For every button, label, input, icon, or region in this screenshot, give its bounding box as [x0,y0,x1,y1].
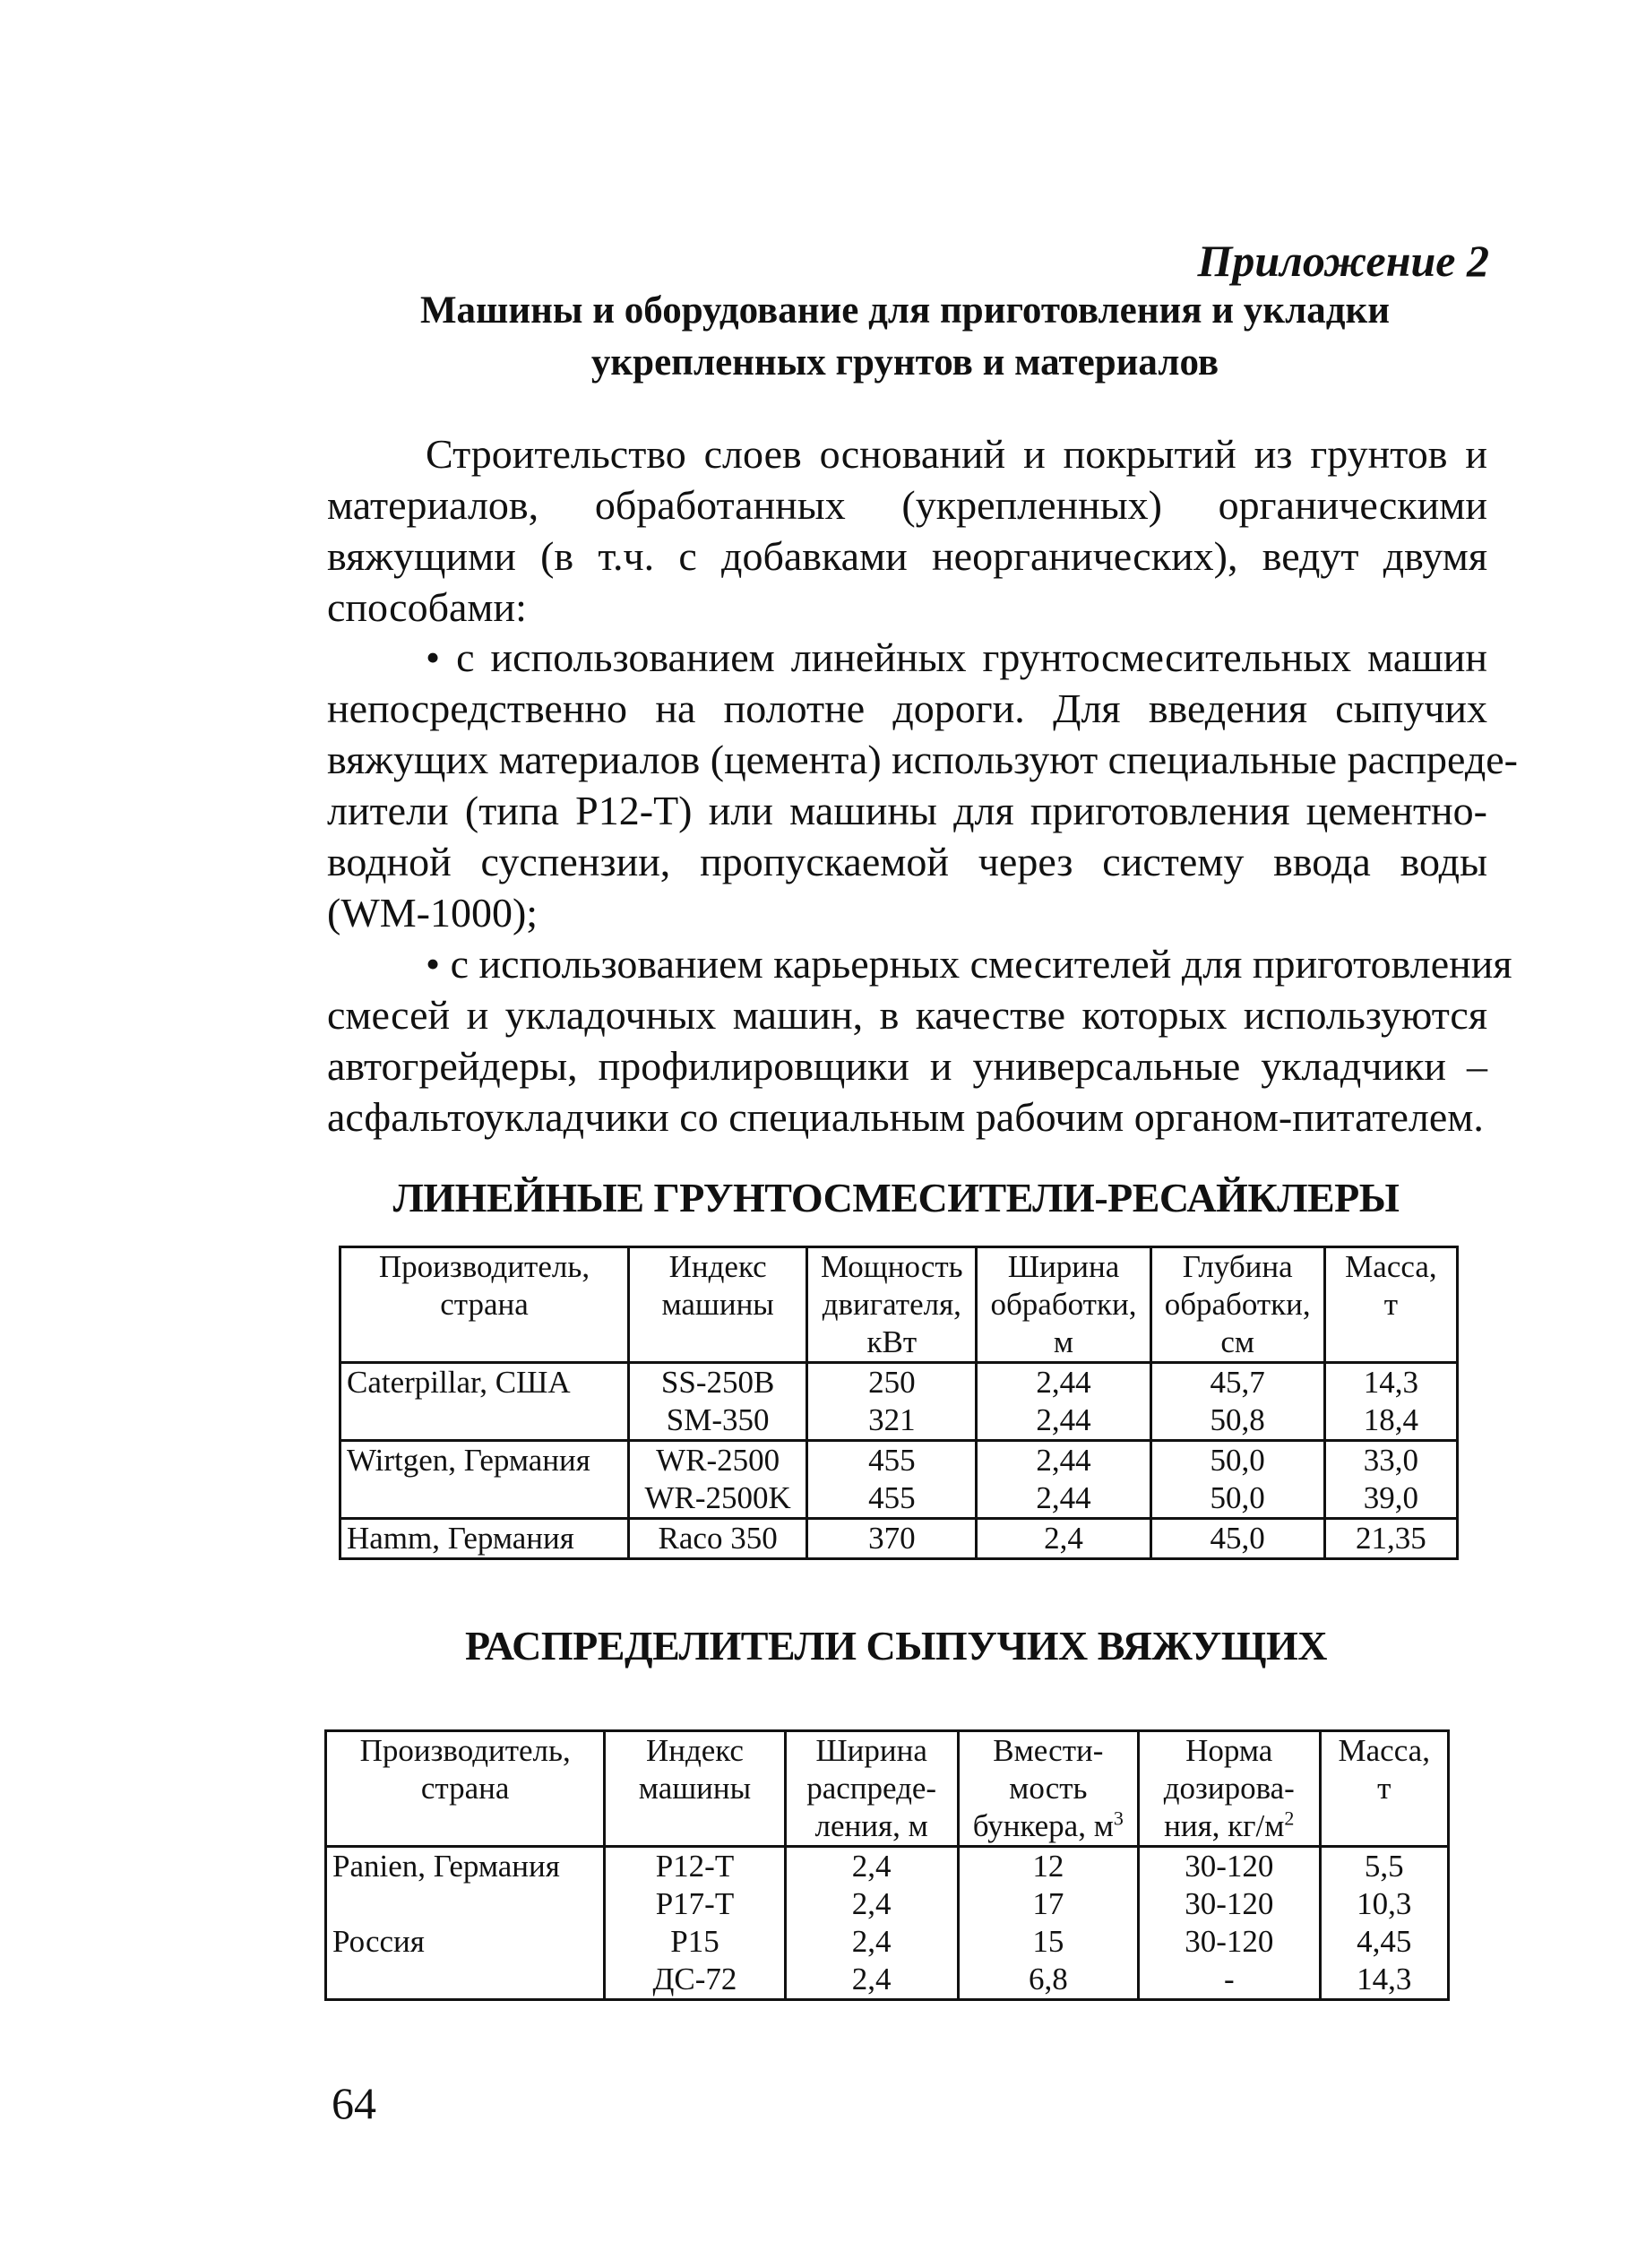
text-line: асфальтоукладчики со специальным рабочим органом-питателем. [327,1094,1484,1140]
header-manufacturer: Производитель, страна [326,1731,605,1847]
table1-title: ЛИНЕЙНЫЕ ГРУНТОСМЕСИТЕЛИ-РЕСАЙКЛЕРЫ [392,1175,1400,1220]
recycler-table [339,1246,1459,1560]
table-row [340,1363,1458,1402]
table-row [326,1961,1449,2000]
header-dosing-rate: Норма дозирова- ния, $кг/м^2$ [1139,1731,1321,1847]
cell-dosing-rate: 30-120 [1139,1847,1321,1886]
table-row [340,1441,1458,1480]
cell-depth: 50,0 [1150,1479,1324,1519]
text-line: вяжущих материалов (цемента) используют специальные распреде- [327,737,1518,782]
cell-power: 250 [807,1363,977,1402]
cell-depth: 45,0 [1150,1519,1324,1559]
text-line: материалов, обработанных (укрепленных) органическими [327,482,1487,528]
cell-hopper-capacity: 12 [958,1847,1138,1886]
cell-width: 2,44 [977,1479,1150,1519]
page-number: 64 [332,2078,376,2128]
cell-manufacturer: Wirtgen, Германия [340,1441,629,1480]
page-title-line-2: укрепленных грунтов и материалов [590,341,1219,384]
bullet-paragraph-1 [327,632,1518,938]
text-line: • с использованием карьерных смесителей для приготовления [426,941,1512,987]
cell-manufacturer [326,1885,605,1923]
cell-manufacturer [340,1479,629,1519]
cell-manufacturer: Panien, Германия [326,1847,605,1886]
cell-mass: 14,3 [1320,1961,1448,2000]
cell-power: 321 [807,1401,977,1441]
cell-manufacturer: Россия [326,1923,605,1961]
header-power: Мощность двигателя, кВт [807,1247,977,1363]
text-line: (WM-1000); [327,890,538,936]
page-title-line-1: Машины и оборудование для приготовления и укладки [419,289,1391,332]
cell-manufacturer: Hamm, Германия [340,1519,629,1559]
header-spread-width: Ширина распреде- ления, м [785,1731,958,1847]
table-header-row [326,1731,1449,1847]
cell-model: SS-250B [628,1363,806,1402]
cell-model: Р17-Т [605,1885,785,1923]
table-row [326,1923,1449,1961]
cell-mass: 10,3 [1320,1885,1448,1923]
cell-model: SM-350 [628,1401,806,1441]
cell-dosing-rate: 30-120 [1139,1923,1321,1961]
intro-paragraph [327,428,1487,633]
text-line: Строительство слоев оснований и покрытий из грунтов и [426,431,1487,477]
text-line: непосредственно на полотне дороги. Для введения сыпучих [327,686,1487,731]
cell-width: 2,44 [977,1363,1150,1402]
cell-model: Р15 [605,1923,785,1961]
cell-hopper-capacity: 15 [958,1923,1138,1961]
cell-spread-width: 2,4 [785,1885,958,1923]
table-row [340,1401,1458,1441]
cell-hopper-capacity: 17 [958,1885,1138,1923]
cell-dosing-rate: - [1139,1961,1321,2000]
cell-depth: 45,7 [1150,1363,1324,1402]
cell-mass: 39,0 [1324,1479,1457,1519]
cell-power: 455 [807,1479,977,1519]
cell-mass: 18,4 [1324,1401,1457,1441]
cell-model: Raco 350 [628,1519,806,1559]
cell-power: 455 [807,1441,977,1480]
cell-spread-width: 2,4 [785,1923,958,1961]
header-mass: Масса, т [1320,1731,1448,1847]
text-line: способами: [327,584,527,630]
cell-power: 370 [807,1519,977,1559]
cell-spread-width: 2,4 [785,1847,958,1886]
cell-width: 2,44 [977,1401,1150,1441]
cell-hopper-capacity: 6,8 [958,1961,1138,2000]
cell-mass: 21,35 [1324,1519,1457,1559]
text-line: смесей и укладочных машин, в качестве которых используются [327,992,1487,1038]
text-line: водной суспензии, пропускаемой через систему ввода воды [327,839,1487,884]
text-line: автогрейдеры, профилировщики и универсальные укладчики – [327,1043,1487,1089]
header-model: Индекс машины [605,1731,785,1847]
cell-manufacturer [340,1401,629,1441]
cell-manufacturer: Caterpillar, США [340,1363,629,1402]
cell-width: 2,44 [977,1441,1150,1480]
cell-depth: 50,8 [1150,1401,1324,1441]
cell-depth: 50,0 [1150,1441,1324,1480]
cell-model: ДС-72 [605,1961,785,2000]
cell-model: Р12-Т [605,1847,785,1886]
cell-mass: 14,3 [1324,1363,1457,1402]
table-row [326,1847,1449,1886]
header-depth: Глубина обработки, см [1150,1247,1324,1363]
cell-dosing-rate: 30-120 [1139,1885,1321,1923]
appendix-label: Приложение 2 [1197,236,1489,286]
cell-mass: 5,5 [1320,1847,1448,1886]
cell-width: 2,4 [977,1519,1150,1559]
header-width: Ширина обработки, м [977,1247,1150,1363]
header-model: Индекс машины [628,1247,806,1363]
cell-mass: 4,45 [1320,1923,1448,1961]
table-row [326,1885,1449,1923]
table-header-row [340,1247,1458,1363]
header-manufacturer: Производитель, страна [340,1247,629,1363]
text-line: • с использованием линейных грунтосмесительных машин [426,634,1487,680]
cell-spread-width: 2,4 [785,1961,958,2000]
text-line: вяжущими (в т.ч. с добавками неорганических), ведут двумя [327,533,1487,579]
cell-model: WR-2500K [628,1479,806,1519]
text-line: лители (типа Р12-Т) или машины для приготовления цементно- [327,788,1487,833]
bullet-paragraph-2 [327,938,1512,1143]
table-row [340,1479,1458,1519]
header-hopper-capacity: Вмести- мость бункера, $м^3$ [958,1731,1138,1847]
cell-mass: 33,0 [1324,1441,1457,1480]
binder-spreader-table [324,1729,1450,2001]
cell-model: WR-2500 [628,1441,806,1480]
table2-title: РАСПРЕДЕЛИТЕЛИ СЫПУЧИХ ВЯЖУЩИХ [465,1623,1327,1669]
header-mass: Масса, т [1324,1247,1457,1363]
table-row [340,1519,1458,1559]
cell-manufacturer [326,1961,605,2000]
